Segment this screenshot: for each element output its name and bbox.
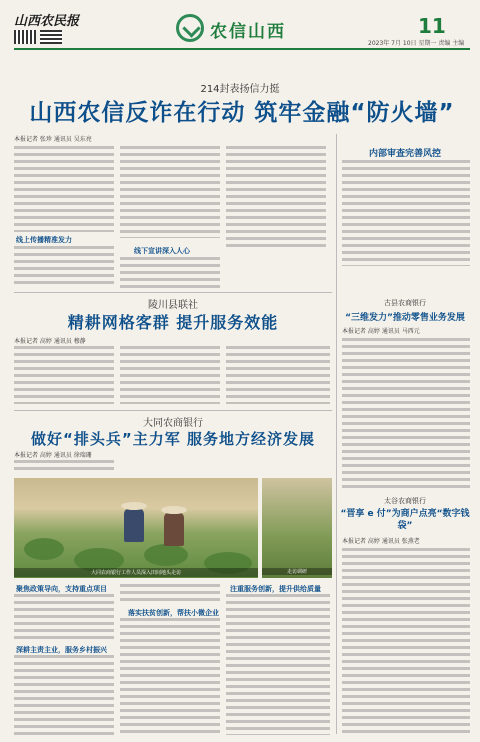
main-headline: 山西农信反诈在行动 筑牢金融“防火墙” (29, 100, 455, 126)
story-3-subhead-1: 聚焦政策导向，支持重点项目 (16, 585, 107, 593)
side-2-byline: 本报记者 高婷 通讯员 马西元 (342, 328, 420, 335)
story-2-headline: 精耕网格客群 提升服务效能 (67, 313, 279, 332)
story-3-col-2b (120, 618, 220, 735)
story-3-subhead-4: 落实扶贫创新，帮扶小微企业 (128, 609, 219, 617)
farm-field-photo (14, 478, 258, 578)
side-3-byline: 本报记者 高婷 通讯员 张燕老 (342, 538, 420, 545)
qr-code-icon (14, 30, 36, 44)
masthead (0, 0, 480, 50)
paper-logo: 山西农民报 (14, 14, 80, 29)
qr-code-icon-2 (40, 30, 62, 44)
side-3-text (342, 548, 470, 735)
side-2-headline: “三维发力”推动零售业务发展 (345, 313, 465, 323)
right-column-rule (336, 134, 337, 734)
inspection-photo (262, 478, 332, 578)
story-divider-1 (14, 292, 332, 293)
story-2-col-3 (226, 346, 330, 404)
story-3-kicker: 大同农商银行 (143, 418, 203, 429)
photo-caption-2: 走访调研 (262, 568, 332, 575)
story-3-subhead-3: 注重服务创新，提升供给质量 (230, 585, 321, 593)
story-2-col-1 (14, 346, 114, 404)
main-col-2-text (120, 146, 220, 238)
main-col-1b-text (14, 246, 114, 288)
photo-caption-1: 大同农商银行工作人员深入田间地头走访 (14, 568, 258, 577)
main-subhead-1: 线上传播精准发力 (16, 236, 72, 244)
side-2-kicker: 古县农商银行 (384, 299, 426, 307)
story-2-col-2 (120, 346, 220, 404)
side-2-text (342, 338, 470, 488)
side-1-title: 内部审查完善风控 (368, 149, 441, 159)
main-kicker: 214封表扬信力挺 (200, 84, 280, 95)
top-rule (14, 48, 470, 50)
rural-credit-logo-icon (176, 14, 204, 42)
story-3-col-1b (14, 655, 114, 735)
story-3-col-2a (120, 584, 220, 604)
story-3-col-1a (14, 594, 114, 640)
side-3-kicker: 太谷农商银行 (384, 497, 426, 505)
story-3-subhead-2: 深耕主责主业，服务乡村振兴 (16, 646, 107, 654)
main-col-2b-text (120, 257, 220, 289)
story-2-kicker: 陵川县联社 (148, 300, 198, 311)
story-3-byline: 本报记者 高婷 通讯员 徐瑞珊 (14, 452, 92, 459)
story-3-col-3 (226, 594, 330, 735)
main-byline: 本报记者 张珍 通讯员 吴东亮 (14, 136, 92, 143)
page-number: 11 (418, 14, 446, 38)
story-3-headline: 做好“排头兵”主力军 服务地方经济发展 (31, 430, 315, 448)
story-divider-2 (14, 410, 332, 411)
main-col-1-text (14, 146, 114, 232)
section-title: 农信山西 (210, 22, 286, 42)
side-3-headline: “晋享 e 付”为商户点亮“数字钱袋” (340, 509, 470, 531)
main-col-3-text (226, 146, 326, 250)
story-3-intro (14, 460, 114, 474)
side-1-text (342, 160, 470, 266)
main-subhead-2: 线下宣讲深入人心 (134, 247, 190, 255)
story-2-byline: 本报记者 高婷 通讯员 穆静 (14, 338, 86, 345)
issue-info: 2023年 7月 10日 星期一 责编 主编 (368, 40, 465, 47)
